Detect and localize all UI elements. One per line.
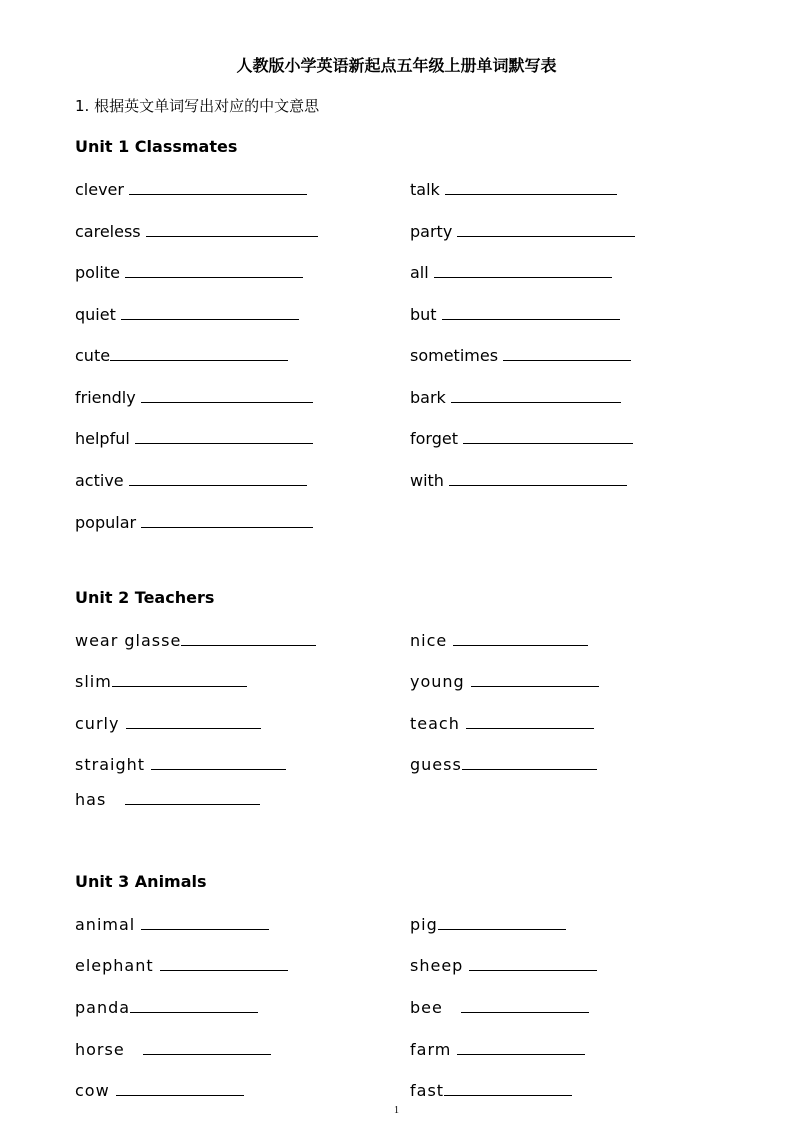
word: has — [75, 790, 107, 809]
word-row — [75, 304, 299, 324]
word-row — [410, 955, 597, 975]
answer-blank[interactable] — [181, 630, 316, 646]
word: panda — [75, 998, 131, 1017]
unit-heading: Unit 3 Animals — [75, 872, 207, 891]
word: quiet — [75, 305, 116, 324]
answer-blank[interactable] — [466, 713, 594, 729]
word: fast — [410, 1081, 445, 1100]
word-row — [75, 262, 303, 282]
word: pig — [410, 915, 438, 934]
answer-blank[interactable] — [143, 1039, 271, 1055]
word-row — [75, 179, 307, 199]
word-row — [410, 1080, 572, 1100]
instruction: 1. 根据英文单词写出对应的中文意思 — [75, 97, 320, 115]
answer-blank[interactable] — [471, 671, 599, 687]
answer-blank[interactable] — [449, 470, 627, 486]
word: bark — [410, 388, 446, 407]
word-row — [75, 671, 247, 691]
word-row — [75, 754, 286, 774]
word-row — [75, 345, 288, 365]
word: cute — [75, 346, 111, 365]
word-row — [410, 179, 617, 199]
word-row — [410, 221, 635, 241]
answer-blank[interactable] — [141, 387, 313, 403]
word: friendly — [75, 388, 136, 407]
word-row — [410, 671, 599, 691]
page-number: 1 — [394, 1105, 399, 1116]
word-row — [75, 713, 261, 733]
word: nice — [410, 631, 448, 650]
word-row — [75, 470, 307, 490]
word: helpful — [75, 429, 130, 448]
unit-heading: Unit 1 Classmates — [75, 137, 238, 156]
word-row — [75, 512, 313, 532]
answer-blank[interactable] — [453, 630, 588, 646]
word: wear glasse — [75, 631, 182, 650]
word: animal — [75, 915, 136, 934]
word: party — [410, 222, 453, 241]
word: straight — [75, 755, 146, 774]
answer-blank[interactable] — [462, 754, 597, 770]
page-title: 人教版小学英语新起点五年级上册单词默写表 — [236, 56, 557, 75]
word: forget — [410, 429, 458, 448]
word-row — [410, 630, 588, 650]
answer-blank[interactable] — [129, 470, 307, 486]
answer-blank[interactable] — [125, 262, 303, 278]
word: careless — [75, 222, 141, 241]
answer-blank[interactable] — [112, 671, 247, 687]
word: bee — [410, 998, 443, 1017]
word: talk — [410, 180, 440, 199]
word: polite — [75, 263, 120, 282]
word: clever — [75, 180, 124, 199]
word-row — [410, 304, 620, 324]
word-row — [75, 387, 313, 407]
answer-blank[interactable] — [463, 428, 633, 444]
word-row — [410, 1039, 585, 1059]
answer-blank[interactable] — [141, 914, 269, 930]
word: all — [410, 263, 429, 282]
answer-blank[interactable] — [126, 713, 261, 729]
word-row — [410, 345, 631, 365]
answer-blank[interactable] — [503, 345, 631, 361]
answer-blank[interactable] — [141, 512, 313, 528]
word: sometimes — [410, 346, 499, 365]
word-row — [410, 470, 627, 490]
word: elephant — [75, 956, 154, 975]
answer-blank[interactable] — [135, 428, 313, 444]
word: young — [410, 672, 465, 691]
word: teach — [410, 714, 460, 733]
answer-blank[interactable] — [457, 1039, 585, 1055]
answer-blank[interactable] — [121, 304, 299, 320]
word-row — [410, 428, 633, 448]
answer-blank[interactable] — [461, 997, 589, 1013]
unit-heading: Unit 2 Teachers — [75, 588, 215, 607]
word: guess — [410, 755, 462, 774]
word-row — [75, 1080, 244, 1100]
word: sheep — [410, 956, 464, 975]
answer-blank[interactable] — [129, 179, 307, 195]
word: farm — [410, 1040, 452, 1059]
word-row — [75, 428, 313, 448]
word-row — [75, 221, 318, 241]
word-row — [75, 914, 269, 934]
word-row — [75, 789, 260, 809]
word-row — [75, 955, 288, 975]
answer-blank[interactable] — [146, 221, 318, 237]
answer-blank[interactable] — [125, 789, 260, 805]
answer-blank[interactable] — [130, 997, 258, 1013]
word: active — [75, 471, 124, 490]
word-row — [75, 997, 258, 1017]
answer-blank[interactable] — [451, 387, 621, 403]
word: horse — [75, 1040, 125, 1059]
answer-blank[interactable] — [442, 304, 620, 320]
answer-blank[interactable] — [434, 262, 612, 278]
answer-blank[interactable] — [151, 754, 286, 770]
word-row — [410, 387, 621, 407]
answer-blank[interactable] — [110, 345, 288, 361]
word: curly — [75, 714, 120, 733]
word: popular — [75, 513, 137, 532]
word-row — [75, 630, 316, 650]
word-row — [75, 1039, 271, 1059]
answer-blank[interactable] — [160, 955, 288, 971]
answer-blank[interactable] — [444, 1080, 572, 1096]
answer-blank[interactable] — [438, 914, 566, 930]
answer-blank[interactable] — [469, 955, 597, 971]
answer-blank[interactable] — [445, 179, 617, 195]
word-row — [410, 997, 589, 1017]
word-row — [410, 914, 566, 934]
answer-blank[interactable] — [457, 221, 635, 237]
word-row — [410, 713, 594, 733]
word: cow — [75, 1081, 110, 1100]
answer-blank[interactable] — [116, 1080, 244, 1096]
word-row — [410, 754, 597, 774]
word-row — [410, 262, 612, 282]
word: slim — [75, 672, 112, 691]
word: but — [410, 305, 437, 324]
word: with — [410, 471, 444, 490]
